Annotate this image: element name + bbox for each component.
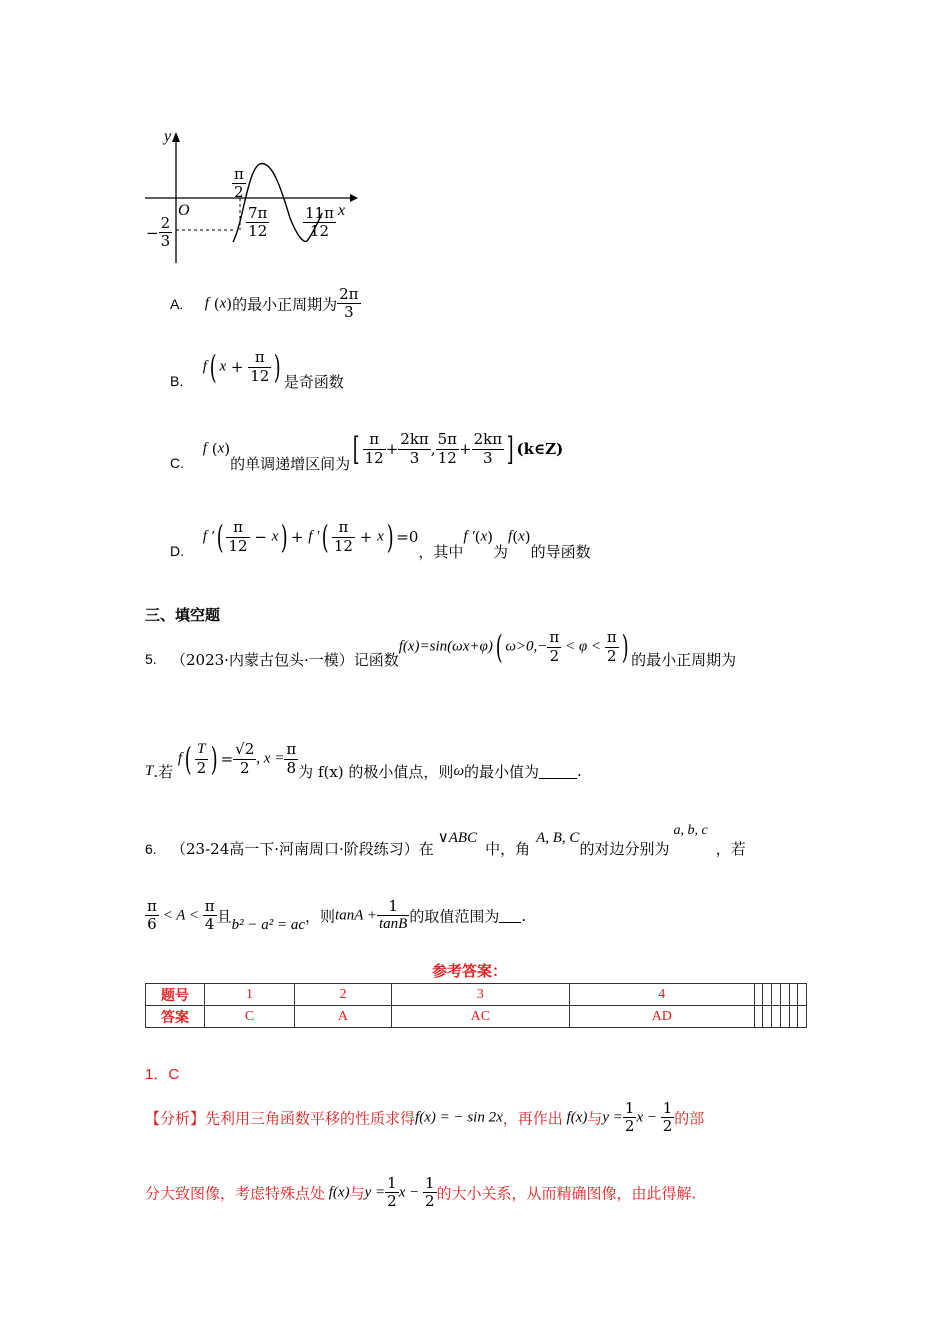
graph-label-7pi-12: $\frac{7\pi}{12}$ [248, 204, 268, 241]
option-b-label: B. [170, 373, 184, 389]
solution-yu-2: 与 [349, 1184, 365, 1203]
graph-label-11pi-12: $\frac{11\pi}{12}$ [305, 204, 334, 241]
answers-table [145, 983, 807, 1028]
answer-value-cell [754, 1006, 763, 1028]
option-d: D. f ′( $\frac{\pi}{12}$ − x) + f ′( $\frac{\pi}{12}$ + x) =0，其中f ′(x)为f(x)的导函数 [170, 518, 591, 561]
q5-period: . [577, 762, 582, 780]
option-c-text: 的单调递增区间为 [230, 454, 351, 473]
answers-row1-head: 题号 [146, 984, 205, 1006]
q5-number: 5. [145, 651, 157, 667]
q6-zhong: 中，角 [485, 840, 531, 858]
answer-number-cell: 1 [205, 984, 295, 1006]
graph-label-pi-over-2: $\frac{\pi}{2}$ [234, 165, 244, 202]
q6-ruo: ，若 [715, 840, 746, 858]
q6-and: 且 [216, 907, 232, 926]
answer-number-cell [789, 984, 798, 1006]
q6-eq: b² − a² = ac [231, 917, 306, 934]
answer-value-cell [789, 1006, 798, 1028]
option-a-text: 的最小正周期为 [232, 295, 338, 314]
question-6-line1 [145, 823, 746, 858]
graph-label-neg-two-thirds: − $\frac{2}{3}$ [146, 214, 171, 251]
q6-sides-text: 的对边分别为 [579, 840, 670, 858]
q5-mid: 为 f(x) 的极小值点，则 [298, 762, 454, 781]
option-a-fraction: $\frac{2\pi}{3}$ [339, 285, 359, 322]
q5-answer-blank[interactable] [539, 764, 577, 779]
q5-T: T [145, 762, 154, 779]
option-d-label: D. [170, 543, 184, 559]
option-c-label: C. [170, 455, 184, 471]
answers-row-numbers [146, 984, 807, 1006]
q5-sqrt2: √2 [235, 740, 255, 759]
q6-number: 6. [145, 841, 157, 857]
solution-line2-start: 分大致图像，考虑特殊点处 [145, 1184, 326, 1203]
answers-row-values [146, 1006, 807, 1028]
q5-condition: ω>0,− [505, 638, 548, 655]
answer-number-cell [798, 984, 807, 1006]
q5-formula: f(x)=sin(ωx+φ) [398, 638, 493, 655]
option-c-tail: (k∈Z) [516, 440, 564, 458]
q6-answer-blank[interactable] [499, 908, 521, 923]
answer-value-cell [780, 1006, 789, 1028]
solution-yu: 与 [587, 1109, 603, 1128]
solution-p1: 先利用三角函数平移的性质求得 [205, 1109, 416, 1128]
option-c: C. f (x)的单调递增区间为[ $\frac{\pi}{12}$ + $\frac{2k\pi}{3}$ , $\frac{5\pi}{12}$ + $\frac{2k\pi}{3}$ ] (k∈Z) [170, 430, 564, 473]
x-axis-arrow [350, 194, 358, 202]
graph-y-label: y [164, 128, 172, 145]
answers-title: 参考答案： [432, 962, 508, 980]
answer-number-cell [772, 984, 781, 1006]
solution-p3: 的部 [674, 1109, 705, 1128]
solution-f1: f(x) = − sin 2x [415, 1109, 503, 1126]
q5-source: （2023·内蒙古包头·一模）记函数 [171, 650, 399, 669]
q6-tanB: tanB [378, 916, 408, 933]
answer-number-cell: 4 [569, 984, 754, 1006]
option-d-text3: 的导函数 [530, 542, 591, 561]
question-5-line1: 5. （2023·内蒙古包头·一模）记函数f(x)=sin(ωx+φ)( ω>0,− $\frac{\pi}{2}$ < φ < $\frac{\pi}{2}$ ) 的最小正周期为 [145, 628, 737, 669]
q6-ze: ，则 [305, 907, 336, 926]
graph-x-label: x [338, 202, 346, 219]
q5-end2: 的最小值为 [464, 762, 540, 781]
answer-number-cell: 3 [391, 984, 569, 1006]
option-b: B. f( x + $\frac{\pi}{12}$ ) 是奇函数 [170, 348, 344, 391]
answer-number-cell [763, 984, 772, 1006]
answer-number-cell [780, 984, 789, 1006]
option-a-label: A. [170, 295, 184, 312]
answers-row2-head: 答案 [146, 1006, 205, 1028]
answer-value-cell: C [205, 1006, 295, 1028]
section-title: 三、填空题 [145, 606, 221, 624]
answer-value-cell: AD [569, 1006, 754, 1028]
function-graph [140, 128, 370, 268]
q6-one: 1 [377, 898, 409, 916]
q6-sides: a, b, c [673, 823, 708, 838]
q5-ruo: .若 [153, 762, 174, 781]
graph-origin-label: O [178, 202, 190, 219]
answer-number-cell [754, 984, 763, 1006]
option-b-text: 是奇函数 [283, 372, 344, 391]
solution-tag: 【分析】 [145, 1109, 206, 1128]
question-6-line2: $\frac{\pi}{6}$ < A < $\frac{\pi}{4}$ 且b² − a² = ac，则tanA + $\frac{1}{\tan B}$ 的取值范围为 . [147, 897, 527, 934]
q6-source: （23-24高一下·河南周口·阶段练习）在 [171, 840, 434, 858]
option-d-text1: ，其中 [418, 542, 464, 561]
answer-value-cell [798, 1006, 807, 1028]
y-axis-arrow [172, 132, 180, 142]
solution-p2: ，再作出 [502, 1109, 563, 1128]
solution-line2: 分大致图像，考虑特殊点处 f(x)与y = $\frac{1}{2}$ x − $\frac{1}{2}$ 的大小关系，从而精确图像，由此得解. [145, 1174, 697, 1211]
answer-value-cell [763, 1006, 772, 1028]
solution-heading: 1．C [145, 1066, 180, 1083]
q6-range: 的取值范围为 [409, 907, 500, 926]
answer-number-cell: 2 [295, 984, 392, 1006]
answer-value-cell: A [295, 1006, 392, 1028]
solution-line2-end: 的大小关系，从而精确图像，由此得解. [436, 1184, 697, 1203]
q6-period: . [521, 906, 527, 925]
answer-value-cell [772, 1006, 781, 1028]
answer-value-cell: AC [391, 1006, 569, 1028]
q5-omega: ω [453, 762, 465, 779]
q6-tanA: tanA + [335, 907, 377, 924]
q6-triangle: ∨ABC [437, 830, 478, 846]
question-5-line2: T.若 f( $\frac{T}{2}$ ) = $\frac{√2}{2}$ , x = $\frac{\pi}{8}$ 为 f(x) 的极小值点，则ω的最小值为 . [145, 740, 582, 781]
q5-end: 的最小正周期为 [631, 650, 737, 669]
option-d-text2: 为 [493, 542, 509, 561]
option-a: A. f (x)的最小正周期为 $\frac{2\pi}{3}$ [170, 285, 359, 322]
q6-angles: A, B, C [536, 830, 580, 846]
option-d-eq: =0 [396, 528, 419, 546]
solution-line1: 【分析】先利用三角函数平移的性质求得f(x) = − sin 2x，再作出 f(x)与y = $\frac{1}{2}$ x − $\frac{1}{2}$ 的部 [145, 1099, 705, 1136]
